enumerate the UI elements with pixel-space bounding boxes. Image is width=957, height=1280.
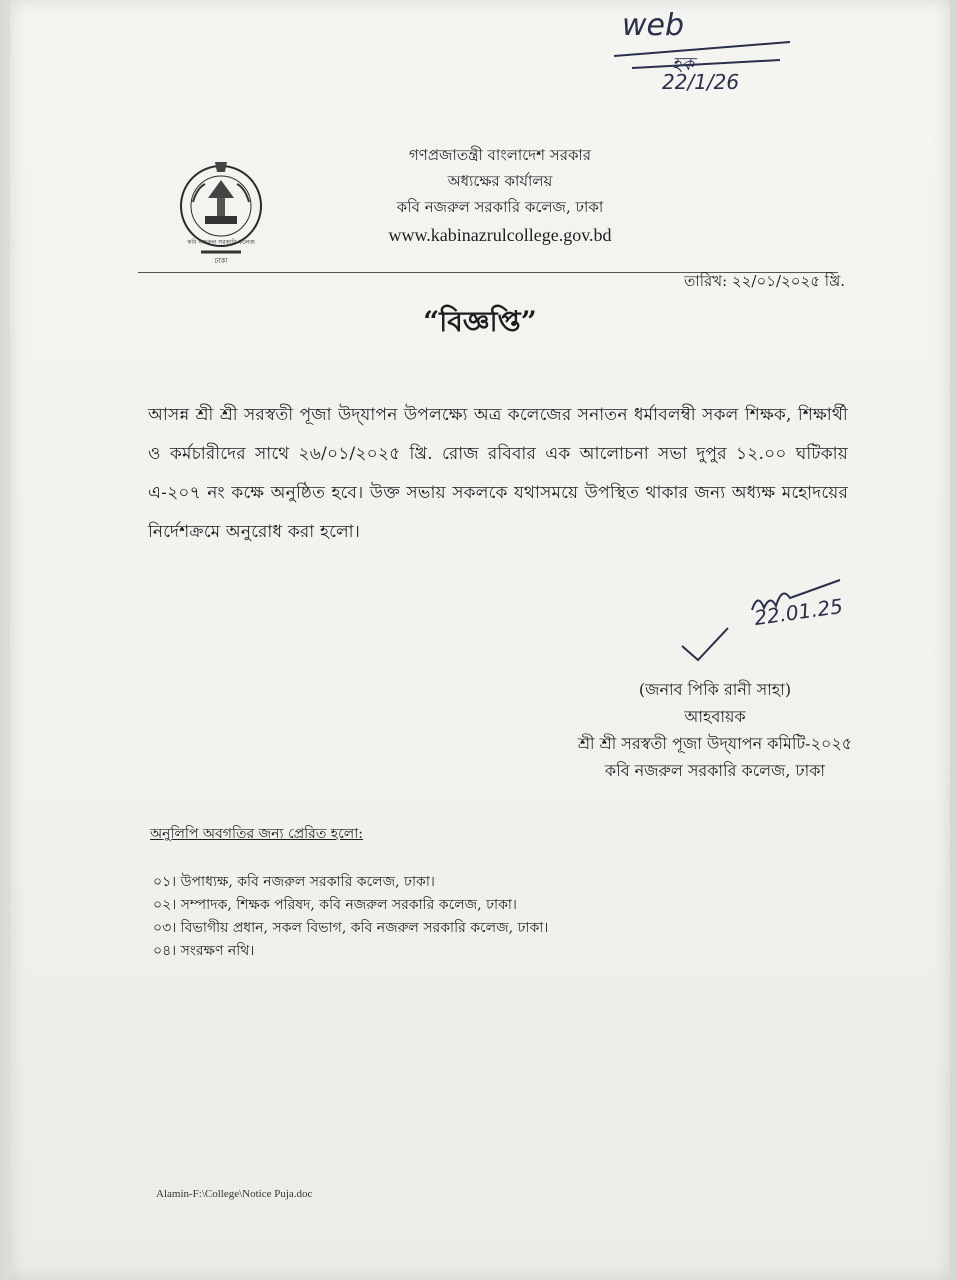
signatory-committee: শ্রী শ্রী সরস্বতী পূজা উদ্‌যাপন কমিটি-২০২৫	[577, 734, 853, 753]
handwritten-top-date: 22/1/26	[662, 70, 740, 94]
college-seal-logo	[175, 158, 267, 266]
signatory-institution: কবি নজরুল সরকারি কলেজ, ঢাকা	[604, 761, 826, 780]
notice-title: “বিজ্ঞপ্তি”	[423, 305, 537, 338]
handwritten-web-note: web	[622, 8, 685, 43]
signatory-block	[570, 676, 860, 784]
list-item: ০১। উপাধ্যক্ষ, কবি নজরুল সরকারি কলেজ, ঢাকা।	[153, 874, 435, 890]
copies-heading: অনুলিপি অবগতির জন্য প্রেরিত হলো:	[150, 826, 364, 842]
copies-list	[153, 871, 548, 963]
office-line: অধ্যক্ষের কার্যালয়	[447, 172, 553, 190]
logo-ring-text: কবি নজরুল সরকারি কলেজ	[187, 239, 255, 246]
handwritten-initial: হক	[672, 54, 695, 75]
college-line: কবি নজরুল সরকারি কলেজ, ঢাকা	[396, 198, 604, 216]
notice-date: তারিখ: ২২/০১/২০২৫ খ্রি.	[684, 272, 845, 290]
file-path-footer: Alamin-F:\College\Notice Puja.doc	[156, 1188, 313, 1200]
signatory-role: আহবায়ক	[684, 707, 746, 726]
letterhead	[300, 142, 700, 248]
signature-date: 22.01.25	[752, 593, 845, 631]
government-line: গণপ্রজাতন্ত্রী বাংলাদেশ সরকার	[408, 146, 592, 164]
signatory-name: (জনাব পিকি রানী সাহা)	[638, 680, 792, 699]
website-link[interactable]: www.kabinazrulcollege.gov.bd	[388, 225, 612, 245]
list-item: ০৪। সংরক্ষণ নথি।	[153, 943, 255, 959]
list-item: ০২। সম্পাদক, শিক্ষক পরিষদ, কবি নজরুল সরকারি কলেজ, ঢাকা।	[153, 897, 517, 913]
logo-bottom-text: ঢাকা	[214, 257, 228, 265]
list-item: ০৩। বিভাগীয় প্রধান, সকল বিভাগ, কবি নজরুল সরকারি কলেজ, ঢাকা।	[153, 920, 549, 936]
notice-sheet	[10, 0, 950, 1280]
notice-body: আসন্ন শ্রী শ্রী সরস্বতী পূজা উদ্‌যাপন উপলক্ষ্যে অত্র কলেজের সনাতন ধর্মাবলম্বী সকল শিক্ষক, শিক্ষার্থী ও কর্মচারীদের সাথে ২৬/০১/২০২৫ খ্রি. রোজ রবিবার এক আলোচনা সভা দুপুর ১২.০০ ঘটিকায় এ-২০৭ নং কক্ষে অনুষ্ঠিত হবে। উক্ত সভায় সকলকে যথাসময়ে উপস্থিত থাকার জন্য অধ্যক্ষ মহোদয়ের নির্দেশক্রমে অনুরোধ করা হলো।	[148, 405, 848, 542]
